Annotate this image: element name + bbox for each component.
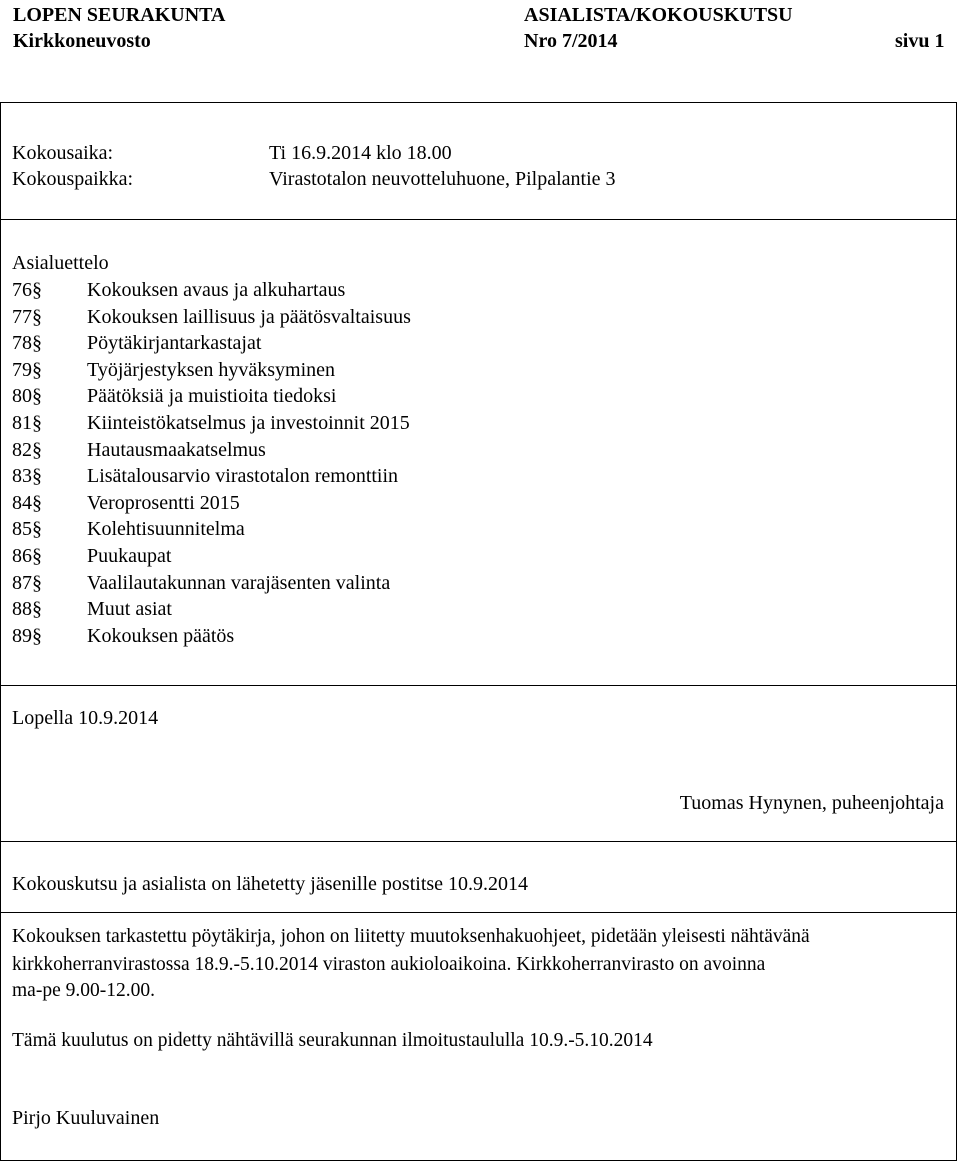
invitation-sent-text: Kokouskutsu ja asialista on lähetetty jäsenille postitse 10.9.2014 — [12, 873, 529, 895]
agenda-item-number: 86§ — [12, 545, 42, 567]
agenda-item-number: 83§ — [12, 465, 42, 487]
agenda-item-text: Muut asiat — [87, 598, 172, 620]
agenda-item-text: Työjärjestyksen hyväksyminen — [87, 359, 335, 381]
agenda-item-text: Kolehtisuunnitelma — [87, 518, 245, 540]
minutes-text-line1: Kokouksen tarkastettu pöytäkirja, johon on liitetty muutoksenhakuohjeet, pidetään yleisesti nähtävänä — [12, 926, 810, 947]
org-name: LOPEN SEURAKUNTA — [13, 4, 226, 26]
agenda-item-number: 79§ — [12, 359, 42, 381]
agenda-item-text: Pöytäkirjantarkastajat — [87, 332, 262, 354]
council-name: Kirkkoneuvosto — [13, 30, 151, 52]
signer-name: Tuomas Hynynen, puheenjohtaja — [679, 792, 944, 814]
agenda-item-number: 76§ — [12, 279, 42, 301]
agenda-item-text: Puukaupat — [87, 545, 172, 567]
minutes-text-line3: ma-pe 9.00-12.00. — [12, 980, 155, 1001]
agenda-item-text: Kokouksen avaus ja alkuhartaus — [87, 279, 346, 301]
agenda-item-number: 81§ — [12, 412, 42, 434]
signature-section — [0, 685, 957, 841]
place-date: Lopella 10.9.2014 — [12, 707, 159, 729]
agenda-item-text: Kokouksen päätös — [87, 625, 235, 647]
agenda-item-number: 80§ — [12, 385, 42, 407]
document-type: ASIALISTA/KOKOUSKUTSU — [524, 4, 793, 26]
document-number: Nro 7/2014 — [524, 30, 618, 52]
agenda-item-text: Kokouksen laillisuus ja päätösvaltaisuus — [87, 306, 411, 328]
agenda-item-text: Veroprosentti 2015 — [87, 492, 240, 514]
posting-notice-text: Tämä kuulutus on pidetty nähtävillä seurakunnan ilmoitustaululla 10.9.-5.10.2014 — [12, 1030, 653, 1051]
agenda-item-number: 88§ — [12, 598, 42, 620]
meeting-time-label: Kokousaika: — [12, 142, 114, 164]
agenda-item-number: 89§ — [12, 625, 42, 647]
page-number: sivu 1 — [895, 30, 945, 52]
agenda-item-text: Kiinteistökatselmus ja investoinnit 2015 — [87, 412, 410, 434]
agenda-section — [0, 219, 957, 685]
agenda-title: Asialuettelo — [12, 252, 109, 274]
meeting-time-value: Ti 16.9.2014 klo 18.00 — [269, 142, 452, 164]
meeting-info-section — [0, 102, 957, 219]
agenda-item-text: Päätöksiä ja muistioita tiedoksi — [87, 385, 337, 407]
agenda-item-text: Lisätalousarvio virastotalon remonttiin — [87, 465, 399, 487]
minutes-text-line2: kirkkoherranvirastossa 18.9.-5.10.2014 viraston aukioloaikoina. Kirkkoherranvirasto on avoinna — [12, 954, 766, 975]
agenda-item-number: 77§ — [12, 306, 42, 328]
agenda-item-number: 78§ — [12, 332, 42, 354]
meeting-place-value: Virastotalon neuvotteluhuone, Pilpalantie 3 — [269, 168, 616, 190]
agenda-item-number: 85§ — [12, 518, 42, 540]
meeting-place-label: Kokouspaikka: — [12, 168, 134, 190]
poster-name: Pirjo Kuuluvainen — [12, 1107, 160, 1129]
minutes-notice-section — [0, 912, 957, 1161]
agenda-item-number: 82§ — [12, 439, 42, 461]
agenda-item-text: Vaalilautakunnan varajäsenten valinta — [87, 572, 391, 594]
agenda-item-text: Hautausmaakatselmus — [87, 439, 266, 461]
invitation-notice-section — [0, 841, 957, 912]
agenda-item-number: 87§ — [12, 572, 42, 594]
agenda-item-number: 84§ — [12, 492, 42, 514]
